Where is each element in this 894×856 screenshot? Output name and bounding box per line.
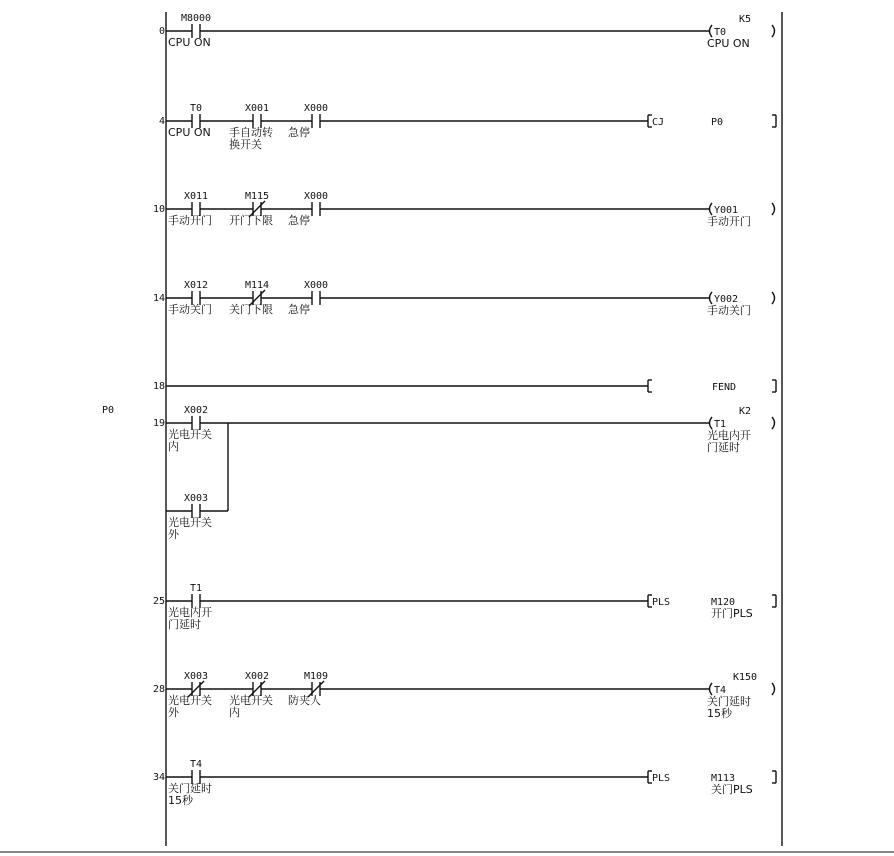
- contact-device-label: M115: [244, 191, 270, 202]
- coil-right-paren: [772, 417, 775, 429]
- nc-contact: [229, 671, 273, 719]
- step-number: 0: [158, 26, 165, 37]
- contact-device-label: T1: [189, 583, 203, 594]
- step-number: 25: [152, 596, 165, 607]
- contact-comment: 急停: [288, 126, 310, 139]
- contact-comment: 门延时: [168, 618, 201, 631]
- nc-contact: [168, 671, 212, 719]
- coil-comment: 手动开门: [707, 215, 751, 228]
- instruction-name: FEND: [712, 382, 737, 393]
- coil-comment: 15秒: [707, 707, 732, 720]
- contact-device-label: X000: [303, 191, 329, 202]
- contact-comment: 手动关门: [168, 303, 212, 316]
- coil-left-paren: [710, 25, 713, 37]
- no-contact: [168, 405, 212, 453]
- coil-left-paren: [710, 203, 713, 215]
- coil-device-label: T1: [714, 419, 727, 430]
- coil-left-paren: [710, 417, 713, 429]
- step-number: 28: [152, 684, 165, 695]
- contact-comment: 内: [229, 706, 240, 719]
- rungs: [153, 13, 776, 807]
- instruction-operand: M113: [711, 773, 736, 784]
- rung-34: [153, 759, 776, 807]
- contact-device-label: M114: [244, 280, 270, 291]
- contact-device-label: X003: [183, 493, 209, 504]
- contact-comment: 手自动转: [229, 126, 273, 139]
- output-coil: [707, 14, 775, 50]
- contact-device-label: X002: [183, 405, 209, 416]
- contact-device-label: T0: [189, 103, 203, 114]
- instruction-comment: 开门PLS: [711, 607, 753, 620]
- pointer-label: P0: [102, 405, 115, 416]
- output-coil: [707, 292, 775, 317]
- contact-device-label: M109: [303, 671, 329, 682]
- contact-comment: 光电开关: [229, 694, 273, 707]
- contact-comment: 外: [168, 528, 179, 541]
- coil-set-value: K5: [738, 14, 752, 25]
- contact-comment: 光电开关: [168, 694, 212, 707]
- coil-right-paren: [772, 25, 775, 37]
- coil-right-paren: [772, 203, 775, 215]
- no-contact: [229, 103, 273, 151]
- step-number: 10: [152, 204, 165, 215]
- contact-comment: CPU ON: [168, 36, 211, 49]
- contact-comment: 光电内开: [168, 606, 212, 619]
- output-instruction: [648, 115, 776, 128]
- coil-comment: 光电内开: [707, 429, 751, 442]
- coil-left-paren: [710, 683, 713, 695]
- coil-comment: 手动关门: [707, 304, 751, 317]
- no-contact: [168, 759, 212, 807]
- instruction-comment: 关门PLS: [711, 783, 753, 796]
- contact-comment: CPU ON: [168, 126, 211, 139]
- instruction-name: PLS: [652, 773, 671, 784]
- coil-right-paren: [772, 683, 775, 695]
- contact-comment: 光电开关: [168, 516, 212, 529]
- coil-comment: CPU ON: [707, 37, 750, 50]
- contact-device-label: X002: [244, 671, 270, 682]
- contact-comment: 15秒: [168, 794, 193, 807]
- instruction-operand: M120: [711, 597, 736, 608]
- contact-comment: 光电开关: [168, 428, 212, 441]
- coil-left-paren: [710, 292, 713, 304]
- step-number: 4: [158, 116, 165, 127]
- coil-device-label: T4: [714, 685, 727, 696]
- output-instruction: [648, 380, 776, 393]
- contact-comment: 急停: [288, 303, 310, 316]
- rung-10: [153, 191, 775, 228]
- output-instruction: [648, 771, 776, 796]
- coil-device-label: Y002: [714, 294, 739, 305]
- contact-comment: 开门下限: [229, 214, 273, 227]
- rung-14: [153, 280, 775, 317]
- output-coil: [707, 406, 775, 454]
- instruction-operand: P0: [711, 117, 724, 128]
- no-contact: [168, 583, 212, 631]
- contact-comment: 外: [168, 706, 179, 719]
- rung-0: [159, 13, 775, 50]
- contact-device-label: X012: [183, 280, 209, 291]
- contact-device-label: M8000: [180, 13, 212, 24]
- contact-comment: 手动开门: [168, 214, 212, 227]
- contact-device-label: T4: [189, 759, 203, 770]
- instruction-name: PLS: [652, 597, 671, 608]
- step-number: 34: [152, 772, 165, 783]
- coil-set-value: K150: [732, 672, 758, 683]
- step-number: 18: [152, 381, 165, 392]
- contact-device-label: X011: [183, 191, 209, 202]
- output-instruction: [648, 595, 776, 620]
- rung-28: [153, 671, 775, 720]
- rung-18: [153, 380, 776, 393]
- no-contact: [168, 493, 212, 541]
- contact-device-label: X003: [183, 671, 209, 682]
- contact-comment: 换开关: [229, 138, 262, 151]
- contact-device-label: X001: [244, 103, 270, 114]
- coil-right-paren: [772, 292, 775, 304]
- rung-4: [159, 103, 776, 151]
- contact-comment: 内: [168, 440, 179, 453]
- contact-comment: 急停: [288, 214, 310, 227]
- contact-comment: 防夹人: [288, 694, 321, 707]
- coil-set-value: K2: [738, 406, 752, 417]
- coil-device-label: T0: [714, 27, 727, 38]
- contact-device-label: X000: [303, 280, 329, 291]
- contact-device-label: X000: [303, 103, 329, 114]
- contact-comment: 关门下限: [229, 303, 273, 316]
- coil-comment: 门延时: [707, 441, 740, 454]
- step-number: 19: [152, 418, 165, 429]
- rung-19: [153, 405, 775, 541]
- output-coil: [707, 672, 775, 720]
- coil-comment: 关门延时: [707, 695, 751, 708]
- coil-device-label: Y001: [714, 205, 739, 216]
- rung-25: [153, 583, 776, 631]
- instruction-name: CJ: [652, 117, 665, 128]
- output-coil: [707, 203, 775, 228]
- step-number: 14: [152, 293, 165, 304]
- contact-comment: 关门延时: [168, 782, 212, 795]
